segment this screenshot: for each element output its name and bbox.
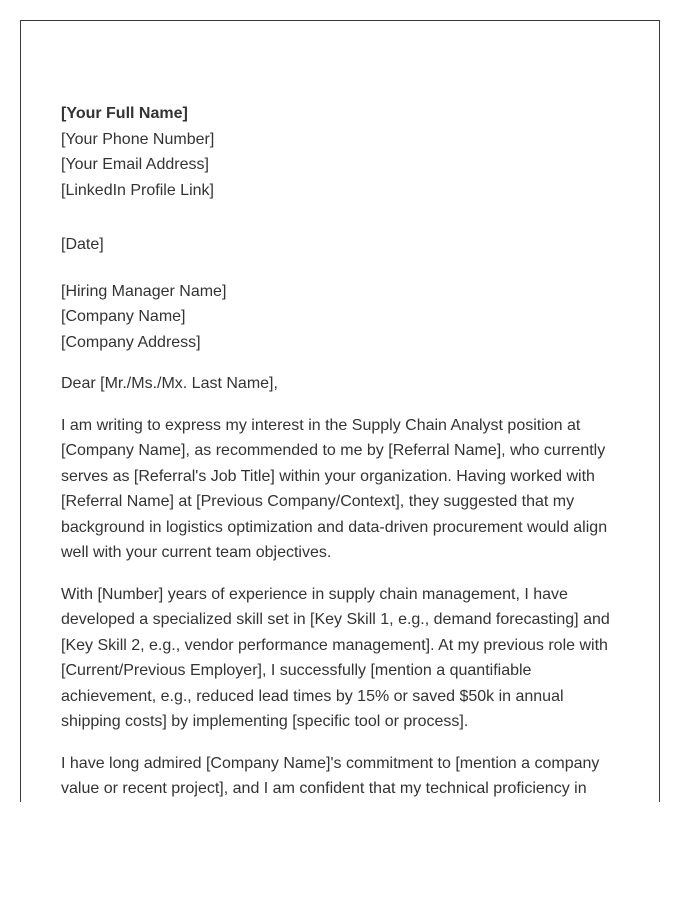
paragraph-line: well with your current team objectives. [61,544,332,561]
paragraph-line: shipping costs] by implementing [specific tool or process]. [61,713,469,730]
sender-linkedin: [LinkedIn Profile Link] [61,181,214,199]
paragraph-line: [Referral Name] at [Previous Company/Context], they suggested that my [61,493,575,510]
paragraph-line: serves as [Referral's Job Title] within your organization. Having worked with [61,467,595,485]
letter-content [61,101,621,802]
salutation-block [61,371,621,397]
body-paragraph-2 [61,582,621,735]
paragraph-line: developed a specialized skill set in [Key Skill 1, e.g., demand forecasting] and [61,611,610,628]
sender-phone: [Your Phone Number] [61,130,215,148]
date-block [61,232,621,258]
paragraph-line: [Current/Previous Employer], I successfully [mention a quantifiable [61,662,532,679]
paragraph-line: I am writing to express my interest in the Supply Chain Analyst position at [61,416,581,434]
sender-email: [Your Email Address] [61,156,209,173]
recipient-hiring-manager: [Hiring Manager Name] [61,282,227,300]
salutation: Dear [Mr./Ms./Mx. Last Name], [61,375,278,392]
paragraph-line: I have long admired [Company Name]'s commitment to [mention a company [61,754,600,772]
sender-block [61,101,621,203]
recipient-company-address: [Company Address] [61,333,201,351]
paragraph-line: background in logistics optimization and data-driven procurement would align [61,518,608,536]
letter-date: [Date] [61,236,104,253]
paragraph-line: achievement, e.g., reduced lead times by 15% or saved $50k in annual [61,687,564,705]
paragraph-line: [Key Skill 2, e.g., vendor performance management]. At my previous role with [61,636,608,654]
body-paragraph-1 [61,413,621,566]
recipient-company-name: [Company Name] [61,308,186,325]
paragraph-line: [Company Name], as recommended to me by [Referral Name], who currently [61,442,606,459]
recipient-block [61,279,621,356]
sender-full-name: [Your Full Name] [61,105,188,122]
paragraph-line: value or recent project], and I am confident that my technical proficiency in [61,780,587,797]
letter-page [20,20,660,802]
body-paragraph-3 [61,751,621,802]
paragraph-line: With [Number] years of experience in supply chain management, I have [61,585,568,603]
